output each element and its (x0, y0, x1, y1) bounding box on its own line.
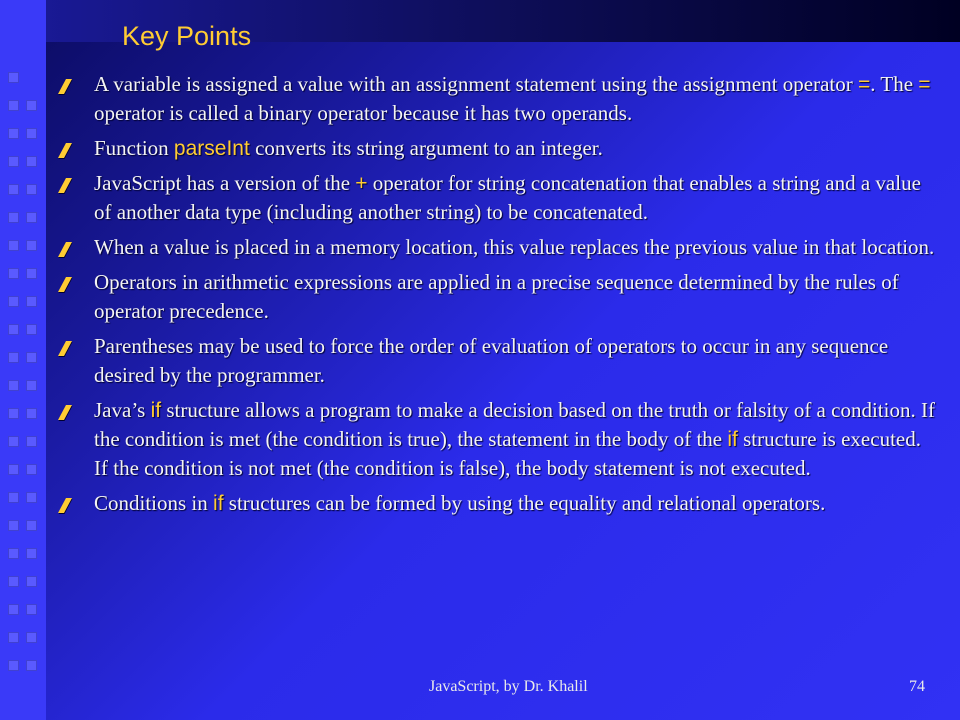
decorative-square (26, 296, 37, 307)
decorative-square (26, 184, 37, 195)
decorative-square (8, 156, 19, 167)
decorative-square (8, 604, 19, 615)
bullet-text: Operators in arithmetic expressions are applied in a precise sequence determined by the rules of operator precedence. (94, 270, 899, 323)
bullet-item (60, 169, 940, 227)
decorative-square (26, 128, 37, 139)
bullet-text: Parentheses may be used to force the order of evaluation of operators to occur in any sequence desired by the programmer. (94, 334, 889, 387)
bullet-marker-icon (58, 143, 72, 158)
page-number: 74 (909, 678, 925, 695)
bullet-list (60, 70, 940, 524)
decorative-square (26, 212, 37, 223)
bullet-text: . The (870, 72, 919, 96)
bullet-item (60, 332, 940, 390)
decorative-square (26, 520, 37, 531)
decorative-square (8, 268, 19, 279)
decorative-square-strip (0, 0, 46, 720)
bullet-item (60, 268, 940, 326)
decorative-square (26, 464, 37, 475)
decorative-square (8, 324, 19, 335)
decorative-square (26, 604, 37, 615)
bullet-marker-icon (58, 498, 72, 513)
decorative-square (26, 156, 37, 167)
bullet-text: Function (94, 136, 174, 160)
decorative-square (26, 240, 37, 251)
bullet-text: When a value is placed in a memory location, this value replaces the previous value in that location. (94, 235, 935, 259)
footer-text: JavaScript, by Dr. Khalil (429, 678, 588, 695)
decorative-square (26, 100, 37, 111)
decorative-square (26, 268, 37, 279)
bullet-text: Java’s (94, 398, 151, 422)
decorative-square (26, 660, 37, 671)
bullet-marker-icon (58, 277, 72, 292)
bullet-marker-icon (58, 79, 72, 94)
decorative-square (8, 380, 19, 391)
decorative-square (26, 632, 37, 643)
decorative-square (8, 576, 19, 587)
bullet-text: A variable is assigned a value with an assignment statement using the assignment operator (94, 72, 858, 96)
decorative-square (8, 632, 19, 643)
decorative-square (8, 352, 19, 363)
bullet-marker-icon (58, 178, 72, 193)
decorative-square (26, 408, 37, 419)
code-keyword: if (150, 399, 162, 422)
bullet-text: operator is called a binary operator because it has two operands. (94, 101, 633, 125)
decorative-square (26, 324, 37, 335)
decorative-square (8, 240, 19, 251)
decorative-square (8, 296, 19, 307)
bullet-text: JavaScript has a version of the (94, 171, 356, 195)
bullet-item (60, 489, 940, 518)
decorative-square (8, 184, 19, 195)
bullet-text: operator for string concatenation that enables a string and a value of another data type (including another string) to be concatenated. (94, 171, 921, 224)
decorative-square (8, 212, 19, 223)
decorative-square (26, 436, 37, 447)
decorative-square (8, 128, 19, 139)
decorative-square (26, 352, 37, 363)
decorative-square (26, 380, 37, 391)
bullet-text: Conditions in (94, 491, 214, 515)
bullet-text: structures can be formed by using the equality and relational operators. (223, 491, 826, 515)
slide-title: Key Points (122, 21, 252, 51)
bullet-marker-icon (58, 341, 72, 356)
code-keyword: + (355, 172, 368, 195)
decorative-square (26, 548, 37, 559)
decorative-square (8, 660, 19, 671)
decorative-square (8, 408, 19, 419)
decorative-square (8, 464, 19, 475)
code-keyword: if (727, 428, 738, 451)
bullet-text: converts its string argument to an integer. (249, 136, 603, 160)
decorative-square (26, 576, 37, 587)
decorative-square (26, 492, 37, 503)
bullet-marker-icon (58, 405, 72, 420)
code-keyword: if (213, 492, 224, 515)
code-keyword: = (918, 73, 931, 96)
decorative-square (8, 520, 19, 531)
decorative-square (8, 72, 19, 83)
code-keyword: = (858, 73, 871, 96)
decorative-square (8, 436, 19, 447)
bullet-marker-icon (58, 242, 72, 257)
bullet-text: structure allows a program to make a decision based on the truth or falsity of a condition. If the condition is met (the condition is true), the statement in the body of the (94, 398, 935, 451)
code-keyword: parseInt (173, 137, 250, 160)
bullet-item (60, 134, 940, 163)
decorative-square (8, 492, 19, 503)
bullet-item (60, 233, 940, 262)
bullet-item (60, 396, 940, 483)
bullet-text: structure is executed. If the condition is not met (the condition is false), the body statement is not executed. (94, 427, 921, 480)
decorative-square (8, 548, 19, 559)
decorative-square (8, 100, 19, 111)
bullet-item (60, 70, 940, 128)
